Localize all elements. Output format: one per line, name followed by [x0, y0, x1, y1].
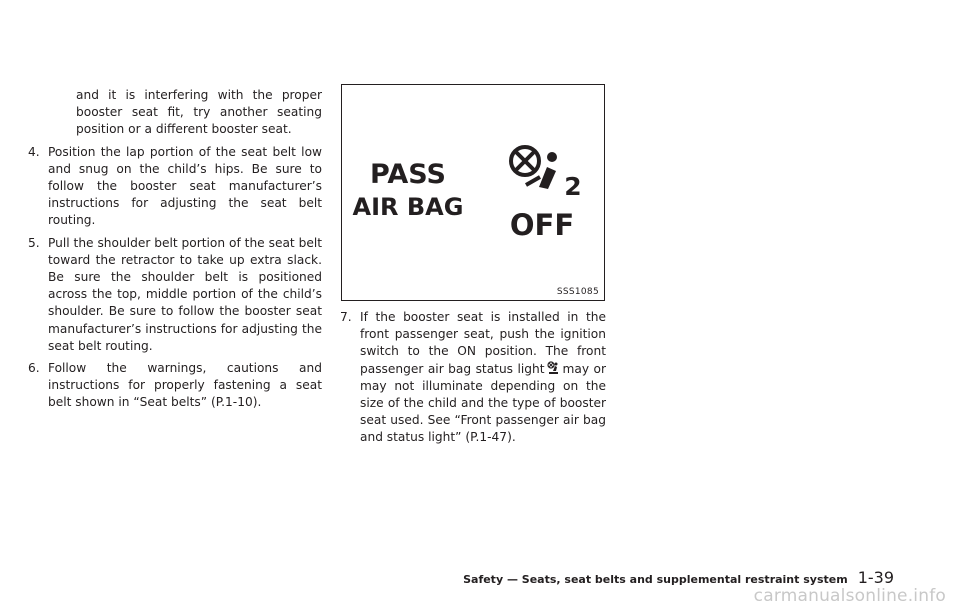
figure-caption: SSS1085 — [556, 287, 599, 297]
airbag-indicator-figure — [341, 84, 605, 301]
pass-label: PASS — [370, 159, 446, 190]
list-item — [340, 309, 606, 447]
figure-illustration — [342, 85, 604, 300]
page-number: 1-39 — [857, 568, 894, 587]
watermark: carmanualsonline.info — [753, 586, 946, 606]
airbag-off-icon — [511, 147, 582, 201]
item-text: Follow the warnings, cautions and instructions for properly fastening a seat belt shown in “Seat belts” (P.1-10). — [48, 361, 322, 410]
item-number: 5. — [28, 235, 40, 250]
airbag-status-light-icon — [547, 361, 561, 375]
list-item — [28, 235, 322, 355]
item-text: If the booster seat is installed in the front passenger seat, push the ignition switch to the ON position. The front passenger air bag status light may or may not illuminate depending on the size of the child and the type of booster seat used. See “Front passenger air bag and status light” (P.1-47). — [360, 310, 606, 445]
list-item — [28, 144, 322, 230]
item-number: 4. — [28, 144, 40, 159]
page-footer — [463, 568, 894, 587]
left-column — [28, 87, 322, 417]
air-bag-label: AIR BAG — [352, 193, 464, 221]
right-column — [340, 309, 606, 452]
list-item — [28, 360, 322, 412]
footer-section-title: Safety — Seats, seat belts and supplemental restraint system — [463, 573, 848, 586]
item-text: Position the lap portion of the seat belt low and snug on the child’s hips. Be sure to follow the booster seat manufacturer’s instructions for adjusting the seat belt routing. — [48, 144, 322, 228]
off-label: OFF — [509, 208, 575, 242]
item-number: 7. — [340, 310, 352, 324]
item-text: Pull the shoulder belt portion of the seat belt toward the retractor to take up extra slack. Be sure the shoulder belt is positioned across the top, middle portion of the child’s shoulder. Be sure to follow the booster seat manufacturer’s instructions for adjusting the seat belt routing. — [48, 235, 322, 353]
svg-text:2: 2 — [564, 172, 582, 201]
item-number: 6. — [28, 361, 40, 376]
continuation-paragraph: and it is interfering with the proper booster seat fit, try another seating position or a different booster seat. — [76, 88, 322, 137]
